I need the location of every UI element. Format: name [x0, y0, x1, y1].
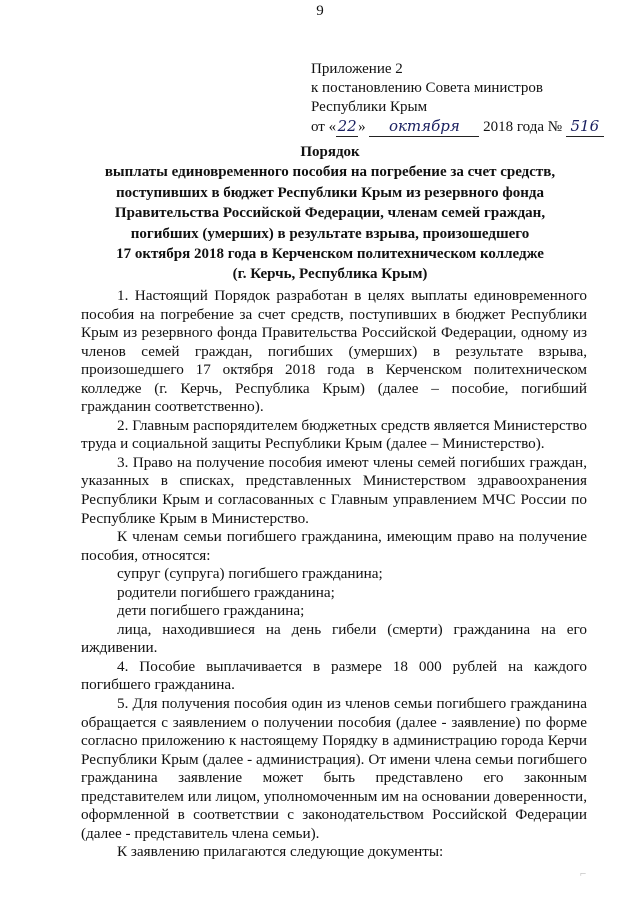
corner-mark: ⌐	[580, 868, 587, 880]
document-title	[60, 142, 600, 285]
appendix-title: Приложение 2	[311, 61, 403, 77]
date-prefix: от «	[311, 119, 337, 135]
paragraph-2: 2. Главным распорядителем бюджетных средств является Министерство труда и социальной защиты Республики Крым (далее – Министерство).	[81, 416, 588, 453]
paragraph-4: 4. Пособие выплачивается в размере 18 000 рублей на каждого погибшего гражданина.	[81, 657, 587, 694]
paragraph-5: 5. Для получения пособия один из членов семьи погибшего гражданина обращается с заявлением о получении пособия (далее - заявление) по форме согласно приложению к настоящему Порядку в администрацию города Керчи Республики Крым (далее - администрация). От имени члена семьи погибшего гражданина заявление может быть представлено его законным представителем или лицом, уполномоченным им на основании доверенности, оформленной в соответствии с законодательством Российской Федерации (далее - представитель члена семьи).	[81, 695, 587, 842]
date-mid: »	[358, 119, 366, 135]
date-year: 2018 года №	[483, 119, 563, 135]
title-line: 17 октября 2018 года в Керченском политехническом колледже	[116, 246, 544, 263]
title-line: погибших (умерших) в результате взрыва, произошедшего	[130, 225, 530, 242]
list-item-dependents: лица, находившиеся на день гибели (смерти) гражданина на его иждивении.	[81, 620, 587, 657]
title-line: (г. Керчь, Республика Крым)	[232, 266, 428, 283]
paragraph-3: 3. Право на получение пособия имеют члены семей погибших граждан, указанных в списках, представленных Министерством здравоохранения Республики Крым и согласованных с Главным управлением МЧС России по Республике Крым в Министерство.	[81, 453, 587, 527]
title-line: выплаты единовременного пособия на погребение за счет средств,	[104, 164, 556, 181]
list-item-spouse: супруг (супруга) погибшего гражданина;	[117, 565, 383, 583]
title-line: Порядок	[300, 144, 360, 160]
appendix-issuer: Республики Крым	[311, 99, 428, 115]
list-item-children: дети погибшего гражданина;	[117, 602, 305, 620]
paragraph-family-members: К членам семьи погибшего гражданина, имеющим право на получение пособия, относятся:	[81, 528, 587, 564]
document-body	[81, 287, 587, 862]
paragraph-1: 1. Настоящий Порядок разработан в целях выплаты единовременного пособия на погребение за счет средств, поступивших в бюджет Республики Крым из резервного фонда Правительства Российской Федерации, одному из членов семей граждан, погибших (умерших) в результате взрыва, произошедшего 17 октября 2018 года в Керченском политехническом колледже (г. Керчь, Республика Крым) (далее – пособие, погибший гражданин соответственно).	[81, 287, 587, 416]
title-line: поступивших в бюджет Республики Крым из резервного фонда	[116, 184, 544, 201]
appendix-date-line	[311, 117, 604, 137]
title-line: Правительства Российской Федерации, членам семей граждан,	[114, 205, 546, 222]
appendix-header	[311, 60, 604, 137]
page-number: 9	[316, 3, 324, 19]
paragraph-documents: К заявлению прилагаются следующие документы:	[117, 843, 444, 861]
handwritten-month: октября	[369, 117, 479, 137]
appendix-reference: к постановлению Совета министров	[311, 80, 543, 96]
handwritten-number: 516	[566, 117, 604, 137]
list-item-parents: родители погибшего гражданина;	[117, 583, 335, 601]
handwritten-day: 22	[337, 117, 357, 135]
